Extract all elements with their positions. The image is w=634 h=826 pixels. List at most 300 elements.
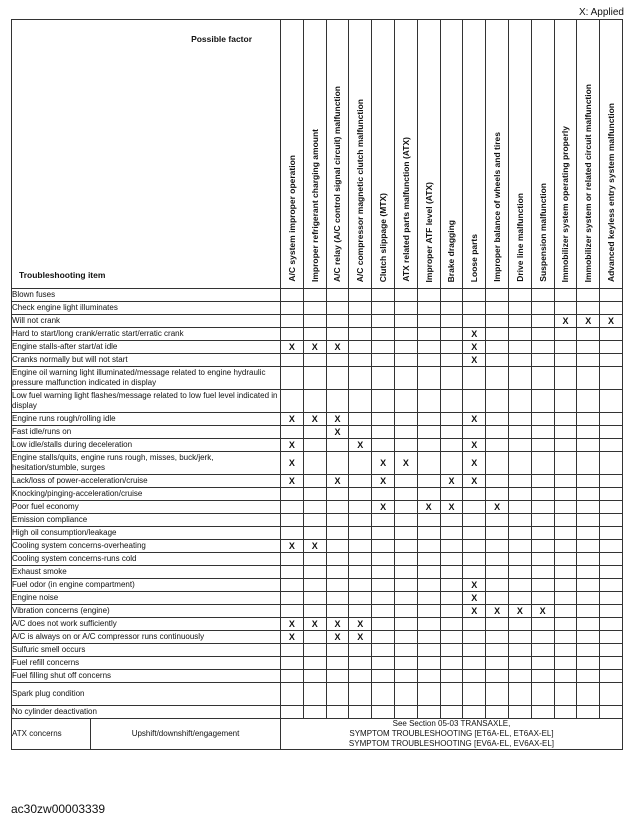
empty-cell: [281, 670, 304, 683]
empty-cell: [417, 592, 440, 605]
empty-cell: [372, 289, 395, 302]
empty-cell: [486, 367, 509, 390]
table-row: [12, 452, 623, 475]
applied-mark: X: [281, 618, 304, 631]
applied-mark: X: [394, 452, 417, 475]
empty-cell: [417, 413, 440, 426]
empty-cell: [417, 354, 440, 367]
empty-cell: [508, 475, 531, 488]
empty-cell: [508, 553, 531, 566]
applied-mark: X: [463, 354, 486, 367]
empty-cell: [554, 426, 577, 439]
troubleshooting-table: [11, 19, 623, 750]
table-row: [12, 514, 623, 527]
empty-cell: [303, 592, 326, 605]
table-row: [12, 644, 623, 657]
empty-cell: [600, 592, 623, 605]
empty-cell: [531, 328, 554, 341]
empty-cell: [372, 592, 395, 605]
empty-cell: [440, 426, 463, 439]
empty-cell: [531, 657, 554, 670]
empty-cell: [531, 341, 554, 354]
applied-mark: X: [326, 618, 349, 631]
empty-cell: [281, 553, 304, 566]
empty-cell: [531, 527, 554, 540]
empty-cell: [600, 501, 623, 514]
empty-cell: [394, 706, 417, 719]
empty-cell: [554, 618, 577, 631]
applied-mark: X: [486, 605, 509, 618]
troubleshooting-item: Fuel refill concerns: [12, 657, 281, 670]
empty-cell: [508, 644, 531, 657]
empty-cell: [577, 527, 600, 540]
applied-mark: X: [303, 341, 326, 354]
empty-cell: [463, 706, 486, 719]
factor-label: Immobilizer system or related circuit malfunction: [583, 83, 594, 282]
atx-note-line: See Section 05-03 TRANSAXLE,: [392, 719, 511, 728]
empty-cell: [417, 657, 440, 670]
empty-cell: [303, 488, 326, 501]
empty-cell: [394, 566, 417, 579]
empty-cell: [440, 683, 463, 706]
empty-cell: [349, 302, 372, 315]
empty-cell: [600, 553, 623, 566]
empty-cell: [600, 644, 623, 657]
applied-mark: X: [463, 592, 486, 605]
empty-cell: [554, 527, 577, 540]
empty-cell: [440, 657, 463, 670]
factor-label: Improper ATF level (ATX): [423, 181, 434, 282]
empty-cell: [349, 527, 372, 540]
empty-cell: [326, 328, 349, 341]
factor-header: [486, 20, 509, 289]
empty-cell: [577, 631, 600, 644]
empty-cell: [349, 328, 372, 341]
empty-cell: [394, 488, 417, 501]
empty-cell: [440, 553, 463, 566]
empty-cell: [486, 540, 509, 553]
empty-cell: [600, 488, 623, 501]
empty-cell: [531, 706, 554, 719]
empty-cell: [349, 475, 372, 488]
empty-cell: [372, 683, 395, 706]
empty-cell: [486, 657, 509, 670]
troubleshooting-item: Spark plug condition: [12, 683, 281, 706]
applied-mark: X: [463, 341, 486, 354]
table-row: [12, 657, 623, 670]
empty-cell: [394, 644, 417, 657]
empty-cell: [577, 475, 600, 488]
empty-cell: [440, 439, 463, 452]
empty-cell: [281, 566, 304, 579]
factor-header: [326, 20, 349, 289]
empty-cell: [577, 618, 600, 631]
empty-cell: [577, 657, 600, 670]
empty-cell: [554, 540, 577, 553]
empty-cell: [577, 354, 600, 367]
troubleshooting-item: Hard to start/long crank/erratic start/erratic crank: [12, 328, 281, 341]
empty-cell: [394, 315, 417, 328]
empty-cell: [600, 302, 623, 315]
empty-cell: [554, 631, 577, 644]
empty-cell: [486, 488, 509, 501]
factor-header: [531, 20, 554, 289]
empty-cell: [303, 553, 326, 566]
empty-cell: [554, 553, 577, 566]
empty-cell: [394, 683, 417, 706]
table-row: [12, 367, 623, 390]
atx-note-line: SYMPTOM TROUBLESHOOTING [EV6A-EL, EV6AX-EL]: [348, 739, 555, 748]
empty-cell: [349, 592, 372, 605]
empty-cell: [577, 390, 600, 413]
empty-cell: [440, 328, 463, 341]
empty-cell: [349, 315, 372, 328]
empty-cell: [349, 426, 372, 439]
empty-cell: [554, 605, 577, 618]
applied-mark: X: [281, 341, 304, 354]
empty-cell: [463, 426, 486, 439]
empty-cell: [440, 488, 463, 501]
troubleshooting-item: A/C is always on or A/C compressor runs continuously: [12, 631, 281, 644]
empty-cell: [326, 553, 349, 566]
empty-cell: [417, 631, 440, 644]
empty-cell: [281, 390, 304, 413]
factor-label: A/C relay (A/C control signal circuit) malfunction: [332, 86, 343, 282]
applied-mark: X: [440, 501, 463, 514]
empty-cell: [577, 540, 600, 553]
empty-cell: [600, 706, 623, 719]
empty-cell: [349, 354, 372, 367]
applied-mark: X: [508, 605, 531, 618]
empty-cell: [303, 439, 326, 452]
empty-cell: [463, 315, 486, 328]
empty-cell: [326, 390, 349, 413]
factor-header: [600, 20, 623, 289]
empty-cell: [394, 553, 417, 566]
empty-cell: [600, 328, 623, 341]
empty-cell: [440, 390, 463, 413]
empty-cell: [486, 670, 509, 683]
empty-cell: [577, 706, 600, 719]
empty-cell: [394, 540, 417, 553]
empty-cell: [349, 644, 372, 657]
empty-cell: [326, 540, 349, 553]
empty-cell: [281, 501, 304, 514]
empty-cell: [463, 553, 486, 566]
factor-label: A/C compressor magnetic clutch malfunction: [355, 98, 366, 282]
empty-cell: [577, 439, 600, 452]
table-row: [12, 302, 623, 315]
empty-cell: [281, 605, 304, 618]
empty-cell: [600, 631, 623, 644]
empty-cell: [440, 592, 463, 605]
empty-cell: [372, 341, 395, 354]
empty-cell: [600, 452, 623, 475]
empty-cell: [531, 289, 554, 302]
empty-cell: [303, 605, 326, 618]
empty-cell: [372, 488, 395, 501]
empty-cell: [417, 618, 440, 631]
empty-cell: [326, 527, 349, 540]
empty-cell: [372, 514, 395, 527]
empty-cell: [281, 315, 304, 328]
empty-cell: [394, 439, 417, 452]
atx-sub: Upshift/downshift/engagement: [91, 719, 281, 750]
table-row: [12, 566, 623, 579]
empty-cell: [417, 341, 440, 354]
empty-cell: [486, 413, 509, 426]
applied-mark: X: [326, 475, 349, 488]
empty-cell: [372, 553, 395, 566]
table-row: [12, 475, 623, 488]
empty-cell: [372, 302, 395, 315]
empty-cell: [440, 289, 463, 302]
applied-mark: X: [531, 605, 554, 618]
empty-cell: [554, 706, 577, 719]
factor-label: ATX related parts malfunction (ATX): [400, 137, 411, 282]
empty-cell: [417, 302, 440, 315]
empty-cell: [463, 501, 486, 514]
empty-cell: [554, 566, 577, 579]
empty-cell: [303, 390, 326, 413]
empty-cell: [531, 579, 554, 592]
factor-header: [394, 20, 417, 289]
factor-label: Brake dragging: [446, 219, 457, 282]
applied-mark: X: [303, 618, 326, 631]
empty-cell: [600, 527, 623, 540]
empty-cell: [440, 579, 463, 592]
applied-mark: X: [349, 631, 372, 644]
empty-cell: [349, 488, 372, 501]
empty-cell: [508, 328, 531, 341]
empty-cell: [531, 354, 554, 367]
applied-mark: X: [440, 475, 463, 488]
empty-cell: [554, 390, 577, 413]
empty-cell: [417, 566, 440, 579]
empty-cell: [394, 413, 417, 426]
empty-cell: [394, 289, 417, 302]
empty-cell: [463, 566, 486, 579]
applied-mark: X: [281, 475, 304, 488]
empty-cell: [281, 354, 304, 367]
empty-cell: [554, 341, 577, 354]
empty-cell: [303, 328, 326, 341]
empty-cell: [394, 670, 417, 683]
empty-cell: [486, 354, 509, 367]
empty-cell: [577, 566, 600, 579]
empty-cell: [326, 452, 349, 475]
troubleshooting-item: Engine stalls/quits, engine runs rough, misses, buck/jerk, hesitation/stumble, surges: [12, 452, 281, 475]
applied-mark: X: [349, 618, 372, 631]
empty-cell: [486, 592, 509, 605]
empty-cell: [349, 341, 372, 354]
empty-cell: [394, 605, 417, 618]
table-row: [12, 413, 623, 426]
troubleshooting-item: Vibration concerns (engine): [12, 605, 281, 618]
atx-note-line: SYMPTOM TROUBLESHOOTING [ET6A-EL, ET6AX-EL]: [349, 729, 554, 738]
empty-cell: [531, 644, 554, 657]
empty-cell: [372, 631, 395, 644]
troubleshooting-item: High oil consumption/leakage: [12, 527, 281, 540]
empty-cell: [326, 439, 349, 452]
empty-cell: [326, 302, 349, 315]
empty-cell: [281, 527, 304, 540]
atx-row: [12, 719, 623, 750]
applied-mark: X: [417, 501, 440, 514]
empty-cell: [600, 439, 623, 452]
factor-label: Immobilizer system operating properly: [560, 125, 571, 282]
empty-cell: [281, 657, 304, 670]
empty-cell: [554, 683, 577, 706]
empty-cell: [440, 354, 463, 367]
empty-cell: [554, 439, 577, 452]
table-row: [12, 618, 623, 631]
empty-cell: [326, 289, 349, 302]
empty-cell: [372, 439, 395, 452]
empty-cell: [417, 475, 440, 488]
empty-cell: [600, 605, 623, 618]
empty-cell: [303, 657, 326, 670]
troubleshooting-item: Blown fuses: [12, 289, 281, 302]
empty-cell: [508, 592, 531, 605]
empty-cell: [281, 514, 304, 527]
factor-header: [372, 20, 395, 289]
troubleshooting-item: Fuel odor (in engine compartment): [12, 579, 281, 592]
applied-mark: X: [303, 540, 326, 553]
empty-cell: [463, 618, 486, 631]
empty-cell: [486, 315, 509, 328]
empty-cell: [463, 390, 486, 413]
factor-header: [281, 20, 304, 289]
possible-factor-label: Possible factor: [191, 34, 252, 44]
empty-cell: [417, 514, 440, 527]
empty-cell: [440, 618, 463, 631]
empty-cell: [463, 670, 486, 683]
empty-cell: [508, 566, 531, 579]
empty-cell: [394, 579, 417, 592]
empty-cell: [463, 631, 486, 644]
empty-cell: [394, 302, 417, 315]
empty-cell: [486, 439, 509, 452]
empty-cell: [554, 452, 577, 475]
empty-cell: [600, 413, 623, 426]
empty-cell: [349, 670, 372, 683]
troubleshooting-item: Check engine light illuminates: [12, 302, 281, 315]
empty-cell: [303, 354, 326, 367]
troubleshooting-item: Emission compliance: [12, 514, 281, 527]
empty-cell: [349, 579, 372, 592]
empty-cell: [394, 341, 417, 354]
applied-mark: X: [463, 579, 486, 592]
empty-cell: [440, 367, 463, 390]
empty-cell: [508, 439, 531, 452]
empty-cell: [486, 706, 509, 719]
empty-cell: [463, 302, 486, 315]
empty-cell: [326, 592, 349, 605]
empty-cell: [577, 683, 600, 706]
empty-cell: [349, 605, 372, 618]
empty-cell: [486, 631, 509, 644]
empty-cell: [554, 670, 577, 683]
empty-cell: [554, 592, 577, 605]
empty-cell: [281, 289, 304, 302]
empty-cell: [577, 553, 600, 566]
empty-cell: [486, 618, 509, 631]
empty-cell: [554, 302, 577, 315]
empty-cell: [440, 413, 463, 426]
table-row: [12, 315, 623, 328]
empty-cell: [303, 670, 326, 683]
empty-cell: [463, 657, 486, 670]
empty-cell: [394, 367, 417, 390]
empty-cell: [463, 527, 486, 540]
empty-cell: [303, 426, 326, 439]
empty-cell: [463, 514, 486, 527]
empty-cell: [531, 514, 554, 527]
empty-cell: [349, 657, 372, 670]
empty-cell: [417, 328, 440, 341]
applied-mark: X: [463, 605, 486, 618]
empty-cell: [600, 367, 623, 390]
empty-cell: [508, 315, 531, 328]
empty-cell: [303, 501, 326, 514]
empty-cell: [417, 670, 440, 683]
empty-cell: [577, 514, 600, 527]
applied-mark: X: [326, 631, 349, 644]
empty-cell: [372, 540, 395, 553]
reference-id: ac30zw00003339: [11, 802, 106, 816]
empty-cell: [486, 426, 509, 439]
troubleshooting-item: Low idle/stalls during deceleration: [12, 439, 281, 452]
empty-cell: [554, 354, 577, 367]
empty-cell: [508, 488, 531, 501]
factor-header: [554, 20, 577, 289]
table-row: [12, 426, 623, 439]
applied-mark: X: [326, 413, 349, 426]
empty-cell: [303, 631, 326, 644]
empty-cell: [326, 566, 349, 579]
empty-cell: [531, 566, 554, 579]
empty-cell: [486, 302, 509, 315]
empty-cell: [440, 302, 463, 315]
empty-cell: [372, 413, 395, 426]
empty-cell: [508, 618, 531, 631]
empty-cell: [531, 452, 554, 475]
empty-cell: [326, 605, 349, 618]
empty-cell: [508, 514, 531, 527]
applied-mark: X: [463, 328, 486, 341]
empty-cell: [531, 683, 554, 706]
troubleshooting-item: No cylinder deactivation: [12, 706, 281, 719]
empty-cell: [440, 566, 463, 579]
empty-cell: [600, 341, 623, 354]
empty-cell: [486, 514, 509, 527]
table-row: [12, 439, 623, 452]
factor-label: Drive line malfunction: [514, 193, 525, 282]
empty-cell: [486, 553, 509, 566]
applied-mark: X: [554, 315, 577, 328]
empty-cell: [600, 475, 623, 488]
empty-cell: [486, 390, 509, 413]
empty-cell: [372, 426, 395, 439]
empty-cell: [303, 566, 326, 579]
empty-cell: [600, 579, 623, 592]
empty-cell: [486, 527, 509, 540]
empty-cell: [349, 289, 372, 302]
empty-cell: [349, 540, 372, 553]
troubleshooting-item-label: Troubleshooting item: [19, 270, 106, 280]
empty-cell: [508, 657, 531, 670]
